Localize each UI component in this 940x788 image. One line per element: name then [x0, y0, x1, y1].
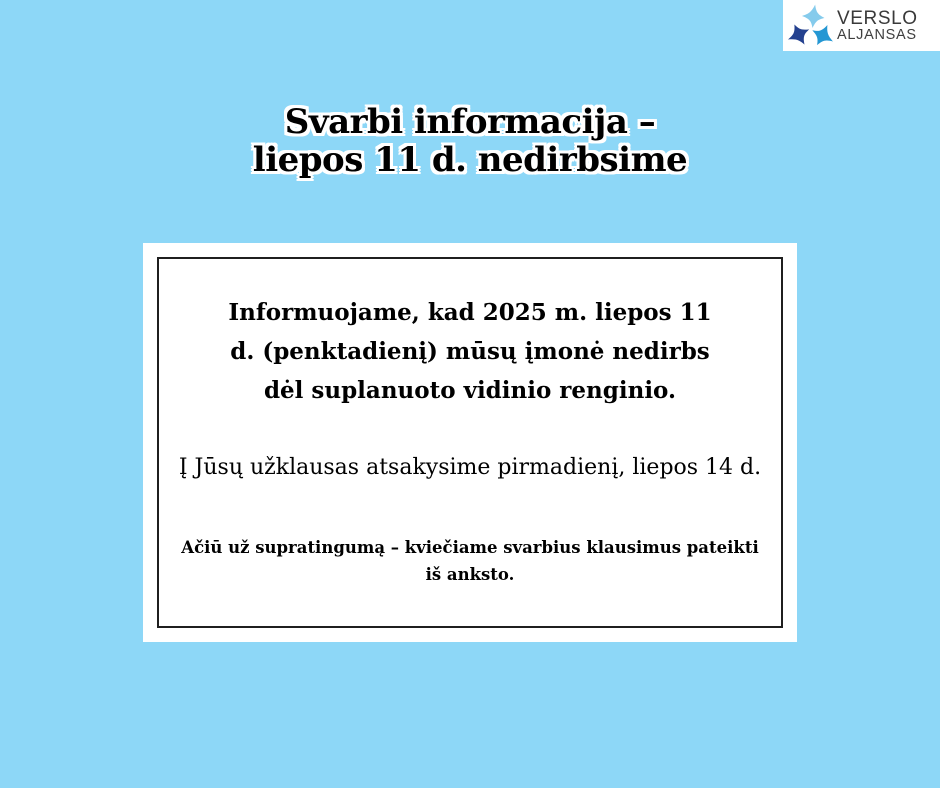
title-line-2: liepos 11 d. nedirbsime	[252, 140, 688, 180]
notice-secondary-text: Į Jūsų užklausas atsakysime pirmadienį, liepos 14 d.	[178, 455, 762, 480]
brand-name	[837, 9, 918, 43]
page-title	[0, 103, 940, 179]
notice-footer-text: Ačiū už supratingumą – kviečiame svarbius klausimus pateikti iš anksto.	[181, 538, 759, 584]
brand-name-primary: VERSLO	[837, 7, 918, 29]
notice-main-text: Informuojame, kad 2025 m. liepos 11 d. (penktadienį) mūsų įmonė nedirbs dėl suplanuoto vidinio renginio.	[228, 299, 712, 404]
title-line-1: Svarbi informacija –	[284, 102, 656, 142]
notice-card	[143, 243, 797, 642]
notice-card-frame	[157, 257, 783, 628]
brand-name-secondary: ALJANSAS	[837, 26, 917, 43]
brand-logo	[783, 0, 940, 51]
three-birds-logo-icon	[788, 4, 834, 48]
